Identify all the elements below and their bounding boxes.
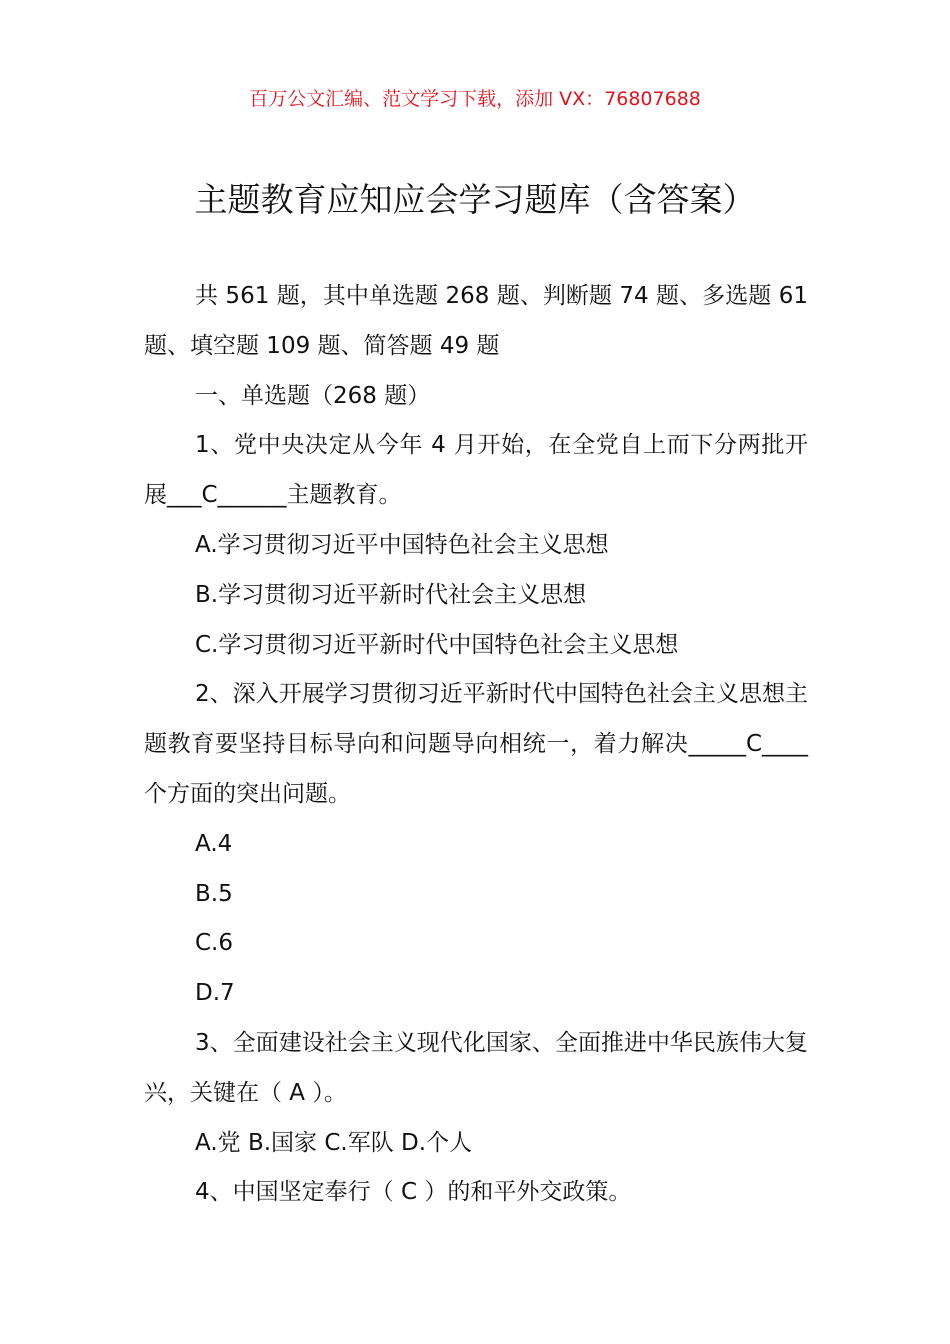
option: A.学习贯彻习近平中国特色社会主义思想 xyxy=(195,531,609,558)
question: 3、全面建设社会主义现代化国家、全面推进中华民族伟大复兴，关键在（ A ）。 xyxy=(144,1029,808,1106)
option: C.6 xyxy=(195,930,234,957)
section-heading: 一、单选题（268 题） xyxy=(195,382,431,409)
question: 4、中国坚定奉行（ C ）的和平外交政策。 xyxy=(195,1179,632,1206)
paragraph: 共 561 题，其中单选题 268 题、判断题 74 题、多选题 61 题、填空题 109 题、简答题 49 题 xyxy=(144,283,808,359)
option: C.学习贯彻习近平新时代中国特色社会主义思想 xyxy=(195,631,679,658)
watermark-header: 百万公文汇编、范文学习下载，添加 VX：76807688 xyxy=(249,88,701,110)
document-title: 主题教育应知应会学习题库（含答案） xyxy=(194,180,756,219)
option: A.4 xyxy=(195,830,233,857)
option: B.学习贯彻习近平新时代社会主义思想 xyxy=(195,581,587,608)
question: 2、深入开展学习贯彻习近平新时代中国特色社会主义思想主题教育要坚持目标导向和问题导向相统一，着力解决_____C____个方面的突出问题。 xyxy=(144,681,808,807)
option: D.7 xyxy=(195,980,235,1007)
option: B.5 xyxy=(195,880,233,907)
document-body xyxy=(144,272,808,1218)
option: A.党 B.国家 C.军队 D.个人 xyxy=(195,1129,473,1156)
question: 1、党中央决定从今年 4 月开始，在全党自上而下分两批开展___C______主题教育。 xyxy=(144,432,808,509)
